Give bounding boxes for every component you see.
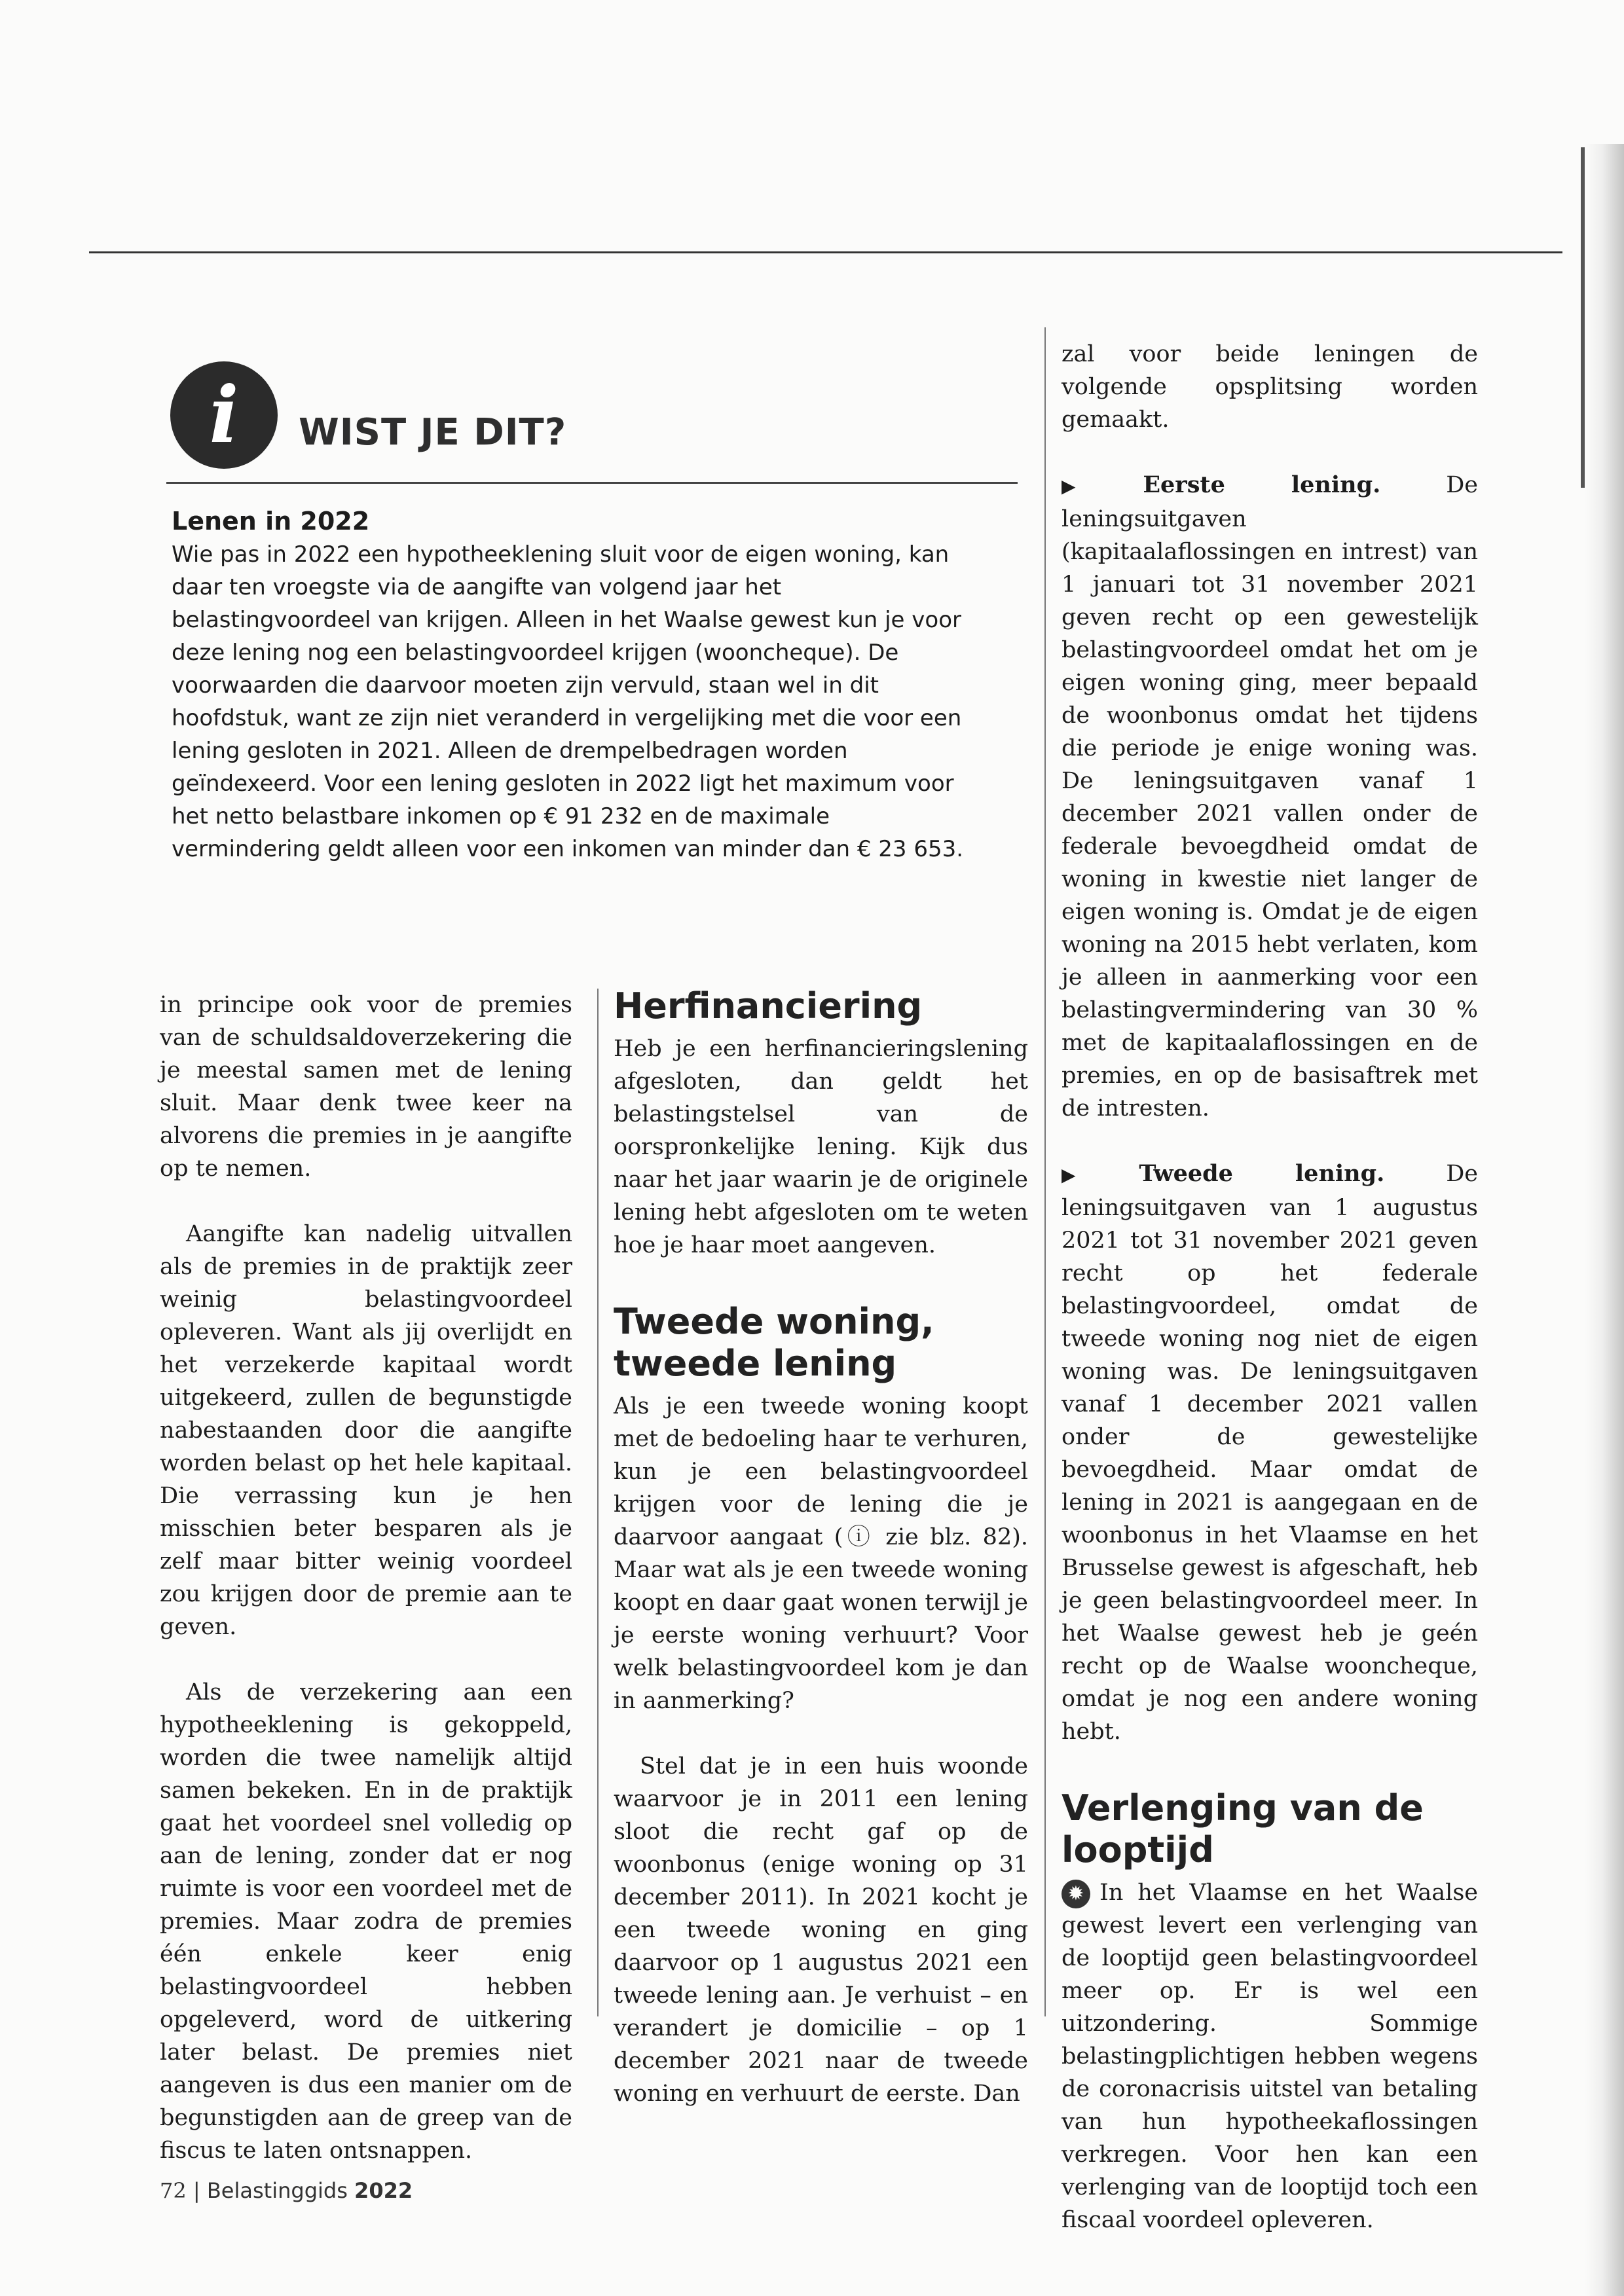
list-item-text: De leningsuitgaven van 1 augustus 2021 tot 31 november 2021 geven recht op het federale belastingvoordeel, omdat de tweede woning nog niet de eigen woning was. De leningsuitgaven vanaf 1 december 2021 vallen onder de gewestelijke bevoegdheid. Maar omdat de lening in 2021 is aangegaan en de woonbonus in het Vlaamse en het Brusselse gewest is afgeschaft, heb je geen belastingvoordeel meer. In het Waalse gewest heb je geén recht op de Waalse wooncheque, omdat je nog een andere woning hebt. (1061, 1161, 1478, 1745)
list-item-eerste-lening (1061, 469, 1478, 1125)
paragraph: Heb je een herfinancieringslening afgesloten, dan geldt het belastingstelsel van de oorspronkelijke lening. Kijk dus naar het jaar waarin je de originele lening hebt afgesloten om te weten hoe je haar moet aangeven. (614, 1036, 1028, 1258)
list-item-label: Eerste lening. (1143, 471, 1381, 498)
column-divider (1044, 327, 1046, 2016)
paragraph: Als je een tweede woning koopt met de bedoeling haar te verhuren, kun je een belastingvoordeel krijgen voor de lening die je daarvoor aangaat (ⓘ zie blz. 82). Maar wat als je een tweede woning koopt en daar gaat wonen terwijl je je eerste woning verhuurt? Voor welk belastingvoordeel kom je dan in aanmerking? (614, 1393, 1028, 1714)
virus-icon: ✹ (1061, 1880, 1090, 1908)
list-item-label: Tweede lening. (1139, 1160, 1385, 1187)
footer-separator: | (193, 2178, 200, 2203)
column-1 (160, 989, 572, 2167)
list-item-text: De leningsuitgaven (kapitaalaflossingen en intrest) van 1 januari tot 31 november 2021 geven recht op een gewestelijk belastingvoordeel omdat het om je eigen woning ging, meer bepaald de woonbonus omdat het tijdens die periode je enige woning was. De leningsuitgaven vanaf 1 december 2021 vallen onder de federale bevoegdheid omdat de woning in kwestie niet langer de eigen woning is. Omdat je de eigen woning na 2015 hebt verlaten, kom je alleen in aanmerking voor een belastingvermindering van 30 % met de kapitaalaflossingen en de premies, en op de basisaftrek met de intresten. (1061, 472, 1478, 1121)
info-box-text: Wie pas in 2022 een hypotheeklening sluit voor de eigen woning, kan daar ten vroegste via de aangifte van volgend jaar het belastingvoordeel van krijgen. Alleen in het Waalse gewest kun je voor deze lening nog een belastingvoordeel krijgen (wooncheque). De voorwaarden die daarvoor moeten zijn vervuld, staan wel in dit hoofdstuk, want ze zijn niet veranderd in vergelijking met die voor een lening gesloten in 2021. Alleen de drempelbedragen worden geïndexeerd. Voor een lening gesloten in 2022 ligt het maximum voor het netto belastbare inkomen op € 91 232 en de maximale vermindering geldt alleen voor een inkomen van minder dan € 23 653. (172, 541, 964, 862)
paragraph: zal voor beide leningen de volgende opsplitsing worden gemaakt. (1061, 341, 1478, 433)
column-divider (597, 989, 599, 2016)
paragraph: Stel dat je in een huis woonde waarvoor je in 2011 een lening sloot die recht gaf op de woonbonus (enige woning op 31 december 2011). In 2021 kocht je een tweede woning en ging daarvoor op 1 augustus 2021 een tweede lening aan. Je verhuist – en verandert je domicilie – op 1 december 2021 naar de tweede woning en verhuurt de eerste. Dan (614, 1753, 1028, 2107)
info-box-body (172, 504, 1023, 866)
info-box-subtitle: Lenen in 2022 (172, 507, 370, 536)
paragraph: Als de verzekering aan een hypotheeklening is gekoppeld, worden die twee namelijk altijd samen bekeken. En in de praktijk gaat het voordeel snel volledig op aan de lening, zonder dat er nog ruimte is voor een voordeel met de premies. Maar zodra de premies één enkele keer enig belastingvoordeel hebben opgeleverd, word de uitkering later belast. De premies niet aangeven is dus een manier om de begunstigden aan de greep van de fiscus te laten ontsnappen. (160, 1679, 572, 2164)
heading-verlenging: Verlenging van de looptijd (1061, 1787, 1424, 1870)
heading-tweede-woning: Tweede woning, tweede lening (614, 1301, 934, 1384)
page-edge-mark (1581, 147, 1585, 488)
page-number: 72 (160, 2178, 187, 2203)
page-footer (160, 2178, 413, 2203)
info-box-header (166, 359, 1018, 483)
paragraph-verlenging (1061, 1876, 1478, 2236)
paragraph: in principe ook voor de premies van de schuldsaldoverzekering die je meestal samen met de lening sluit. Maar denk twee keer na alvorens die premies in je aangifte op te nemen. (160, 992, 572, 1182)
heading-herfinanciering: Herfinanciering (614, 985, 923, 1027)
triangle-bullet-icon: ▶ (1061, 1164, 1130, 1186)
column-3 (1061, 338, 1478, 2236)
top-rule (89, 251, 1562, 253)
info-box-title: WIST JE DIT? (299, 411, 567, 454)
publication-year: 2022 (354, 2178, 413, 2203)
info-box (166, 359, 1018, 862)
page-edge-shadow (1585, 144, 1624, 2296)
info-icon-letter: i (209, 369, 239, 460)
paragraph-text: In het Vlaamse en het Waalse gewest levert een verlenging van de looptijd geen belastingvoordeel meer op. Er is wel een uitzondering. Sommige belastingplichtigen hebben wegens de coronacrisis uitstel van betaling van hun hypotheekaflossingen verkregen. Voor hen kan een verlenging van de looptijd toch een fiscaal voordeel opleveren. (1061, 1880, 1478, 2233)
list-item-tweede-lening (1061, 1157, 1478, 1748)
triangle-bullet-icon: ▶ (1061, 475, 1134, 497)
paragraph: Aangifte kan nadelig uitvallen als de premies in de praktijk zeer weinig belastingvoordeel opleveren. Want als jij overlijdt en het verzekerde kapitaal wordt uitgekeerd, zullen de begunstigde nabestaanden door die aangifte worden belast op het hele kapitaal. Die verrassing kun je hen misschien beter besparen als je zelf maar bitter weinig voordeel zou krijgen door de premie aan te geven. (160, 1221, 572, 1640)
publication-name: Belastinggids (206, 2178, 348, 2203)
column-2 (614, 985, 1028, 2110)
info-icon (170, 361, 278, 469)
info-box-rule (166, 482, 1018, 484)
